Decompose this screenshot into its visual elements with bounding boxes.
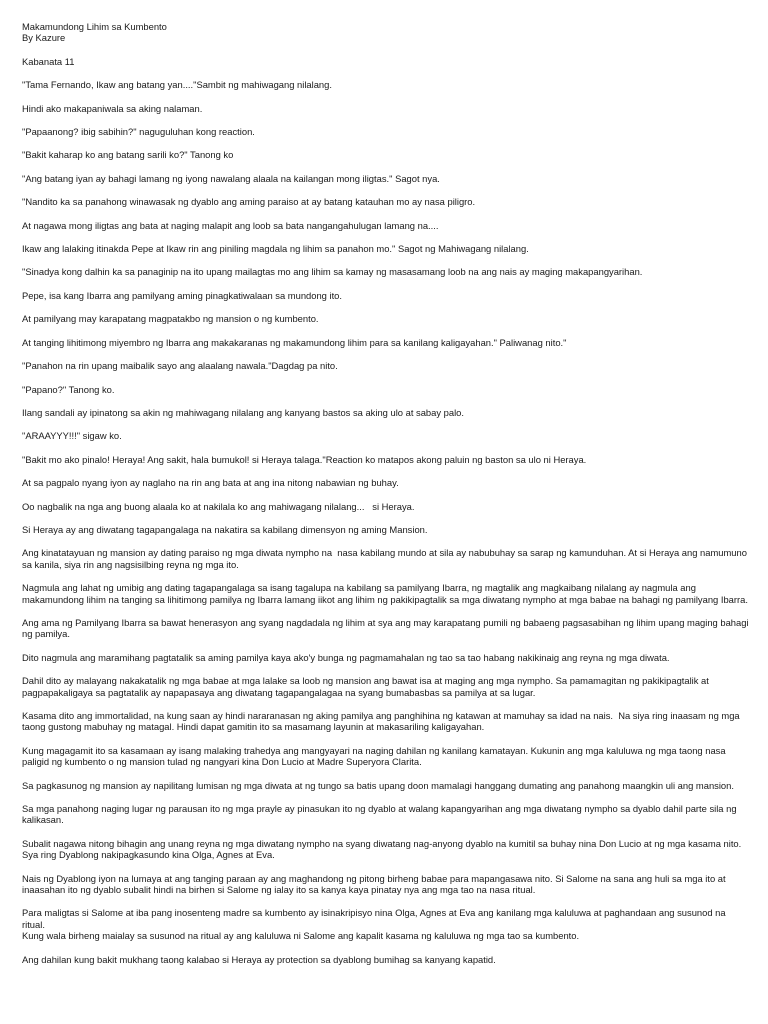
- paragraph: Ang dahilan kung bakit mukhang taong kalabao si Heraya ay protection sa dyablong bumihag sa kanyang kapatid.: [22, 953, 496, 965]
- paragraph: Dito nagmula ang maramihang pagtatalik sa aming pamilya kaya ako'y bunga ng pagmamahalan ng tao sa tao habang nakikinaig ang reyna ng mga diwata.: [22, 651, 670, 663]
- paragraph: Si Heraya ay ang diwatang tagapangalaga na nakatira sa kabilang dimensyon ng aming Mansion.: [22, 523, 428, 535]
- paragraph: Dahil dito ay malayang nakakatalik ng mga babae at mga lalake sa loob ng mansion ang bawat isa at maging ang mga nympho. Sa pamamagitan ng pakikipagtalik at pagpapakaligaya sa pagtatalik ay napapasaya ang diwatang tagapangalagaa na syang bumabasbas sa pamilya at sa lugar.: [22, 675, 712, 698]
- paragraph: "Papano?" Tanong ko.: [22, 383, 115, 395]
- paragraph: "ARAAYYY!!!" sigaw ko.: [22, 430, 122, 442]
- paragraph: Oo nagbalik na nga ang buong alaala ko at nakilala ko ang mahiwagang nilalang... si Heraya.: [22, 500, 415, 512]
- paragraph: Hindi ako makapaniwala sa aking nalaman.: [22, 102, 203, 114]
- document-title: Makamundong Lihim sa Kumbento: [22, 21, 167, 32]
- paragraph: At pamilyang may karapatang magpatakbo ng mansion o ng kumbento.: [22, 313, 319, 325]
- paragraph: "Bakit kaharap ko ang batang sarili ko?" Tanong ko: [22, 149, 234, 161]
- paragraph: "Bakit mo ako pinalo! Heraya! Ang sakit, hala bumukol! si Heraya talaga."Reaction ko matapos akong paluin ng baston sa ulo ni Heraya.: [22, 453, 587, 465]
- paragraph: Subalit nagawa nitong bihagin ang unang reyna ng mga diwatang nympho na syang diwatang nag-anyong dyablo na kumitil sa buhay nina Don Lucio at ng mga kasama nito. Sya ring Dyablong nakipagkasundo kina Olga, Agnes at Eva.: [22, 837, 744, 861]
- paragraph: "Nandito ka sa panahong winawasak ng dyablo ang aming paraiso at ay batang katauhan mo ay nasa piligro.: [22, 196, 476, 208]
- paragraph: Nagmula ang lahat ng umibig ang dating tagapangalaga sa isang tagalupa na kabilang sa pamilyang Ibarra, ng magtalik ang magkaibang nilalang ay nagmula ang makamundong lihim na tanging sa lihitimong pamilya ng Ibarra lamang iikot ang lihim ng pakikipagtalik sa mga diwatang nympho at mga babae na bahagi ng pamilyang Ibarra.: [22, 582, 748, 605]
- paragraph: Sa pagkasunog ng mansion ay napilitang lumisan ng mga diwata at ng tungo sa batis upang doon mamalagi hanggang dumating ang panahong maangkin uli ang mansion.: [22, 779, 734, 791]
- paragraph: Kasama dito ang immortalidad, na kung saan ay hindi nararanasan ng aking pamilya ang panghihina ng katawan at mamuhay sa idad na nais. Na siya ring inaasam ng mga taong gustong mabuhay ng matagal. Hindi dapat gamitin ito sa masamang layunin at makasariling kaligayahan.: [22, 710, 743, 733]
- author-byline: By Kazure: [22, 32, 66, 44]
- paragraph: Pepe, isa kang Ibarra ang pamilyang aming pinagkatiwalaan sa mundong ito.: [22, 289, 342, 301]
- paragraph: "Sinadya kong dalhin ka sa panaginip na ito upang mailagtas mo ang lihim sa kamay ng masasamang loob na ang nais ay maging makapangyarihan.: [22, 266, 643, 278]
- paragraph: Ang ama ng Pamilyang Ibarra sa bawat henerasyon ang syang nagdadala ng lihim at sya ang may karapatang pumili ng babaeng pagsasabihan ng lihim upang maging bahagi ng pamilya.: [22, 616, 752, 640]
- paragraph: "Ang batang iyan ay bahagi lamang ng iyong nawalang alaala na kailangan mong iligtas." Sagot nya.: [22, 172, 440, 184]
- paragraph: At tanging lihitimong miyembro ng Ibarra ang makakaranas ng makamundong lihim para sa kanilang kaligayahan." Paliwanag nito.": [22, 336, 567, 348]
- paragraph: At sa pagpalo nyang iyon ay naglaho na rin ang bata at ang ina nitong nabawian ng buhay.: [22, 477, 399, 489]
- paragraph: Ilang sandali ay ipinatong sa akin ng mahiwagang nilalang ang kanyang bastos sa aking ulo at sabay palo.: [22, 406, 464, 418]
- paragraph: At nagawa mong iligtas ang bata at naging malapit ang loob sa bata nangangahulugan lamang na....: [22, 219, 439, 231]
- paragraph: Ang kinatatayuan ng mansion ay dating paraiso ng mga diwata nympho na nasa kabilang mundo at sila ay nabubuhay sa sarap ng kamunduhan. At si Heraya ang namumuno sa kanila, siya rin ang nagsisilbing reyna ng mga ito.: [22, 547, 750, 570]
- paragraph: Ikaw ang lalaking itinakda Pepe at Ikaw rin ang piniling magdala ng lihim sa panahon mo." Sagot ng Mahiwagang nilalang.: [22, 243, 529, 255]
- paragraph: "Tama Fernando, Ikaw ang batang yan...."Sambit ng mahiwagang nilalang.: [22, 79, 332, 91]
- paragraph: Sa mga panahong naging lugar ng parausan ito ng mga prayle ay pinasukan ito ng dyablo at walang kapangyarihan ang mga diwatang nympho sa dyablo dahil parte sila ng kalikasan.: [22, 803, 740, 826]
- chapter-heading: Kabanata 11: [22, 55, 75, 67]
- paragraph: "Papaanong? ibig sabihin?" naguguluhan kong reaction.: [22, 126, 255, 138]
- paragraph: "Panahon na rin upang maibalik sayo ang alaalang nawala."Dagdag pa nito.: [22, 360, 338, 372]
- paragraph: Kung magagamit ito sa kasamaan ay isang malaking trahedya ang mangyayari na naging dahilan ng kanilang kamatayan. Kukunin ang mga kaluluwa ng mga taong nasa paligid ng kumbento o ng mansion tulad ng nangyari kina Don Lucio at Madre Superyora Clarita.: [22, 744, 729, 768]
- paragraph: Nais ng Dyablong iyon na lumaya at ang tanging paraan ay ang maghandong ng pitong birheng babae para mapangasawa nito. Si Salome na sana ang huli sa mga ito at inaasahan ito ng dyablo subalit hindi na birhen si Salome ng ialay ito sa kanya kaya pinatay nya ang mga tao na nasa ritual.: [22, 872, 729, 896]
- paragraph: Para maligtas si Salome at iba pang inosenteng madre sa kumbento ay isinakripisyo nina Olga, Agnes at Eva ang kanilang mga kaluluwa at paghandaan ang susunod na ritual. Kung wala birheng maialay sa susunod na ritual ay ang kaluluwa ni Salome ang kapalit kasama ng kaluluwa ng mga tao sa kumbento.: [22, 907, 726, 942]
- document-page: [22, 21, 750, 965]
- chapter-body: [22, 79, 750, 965]
